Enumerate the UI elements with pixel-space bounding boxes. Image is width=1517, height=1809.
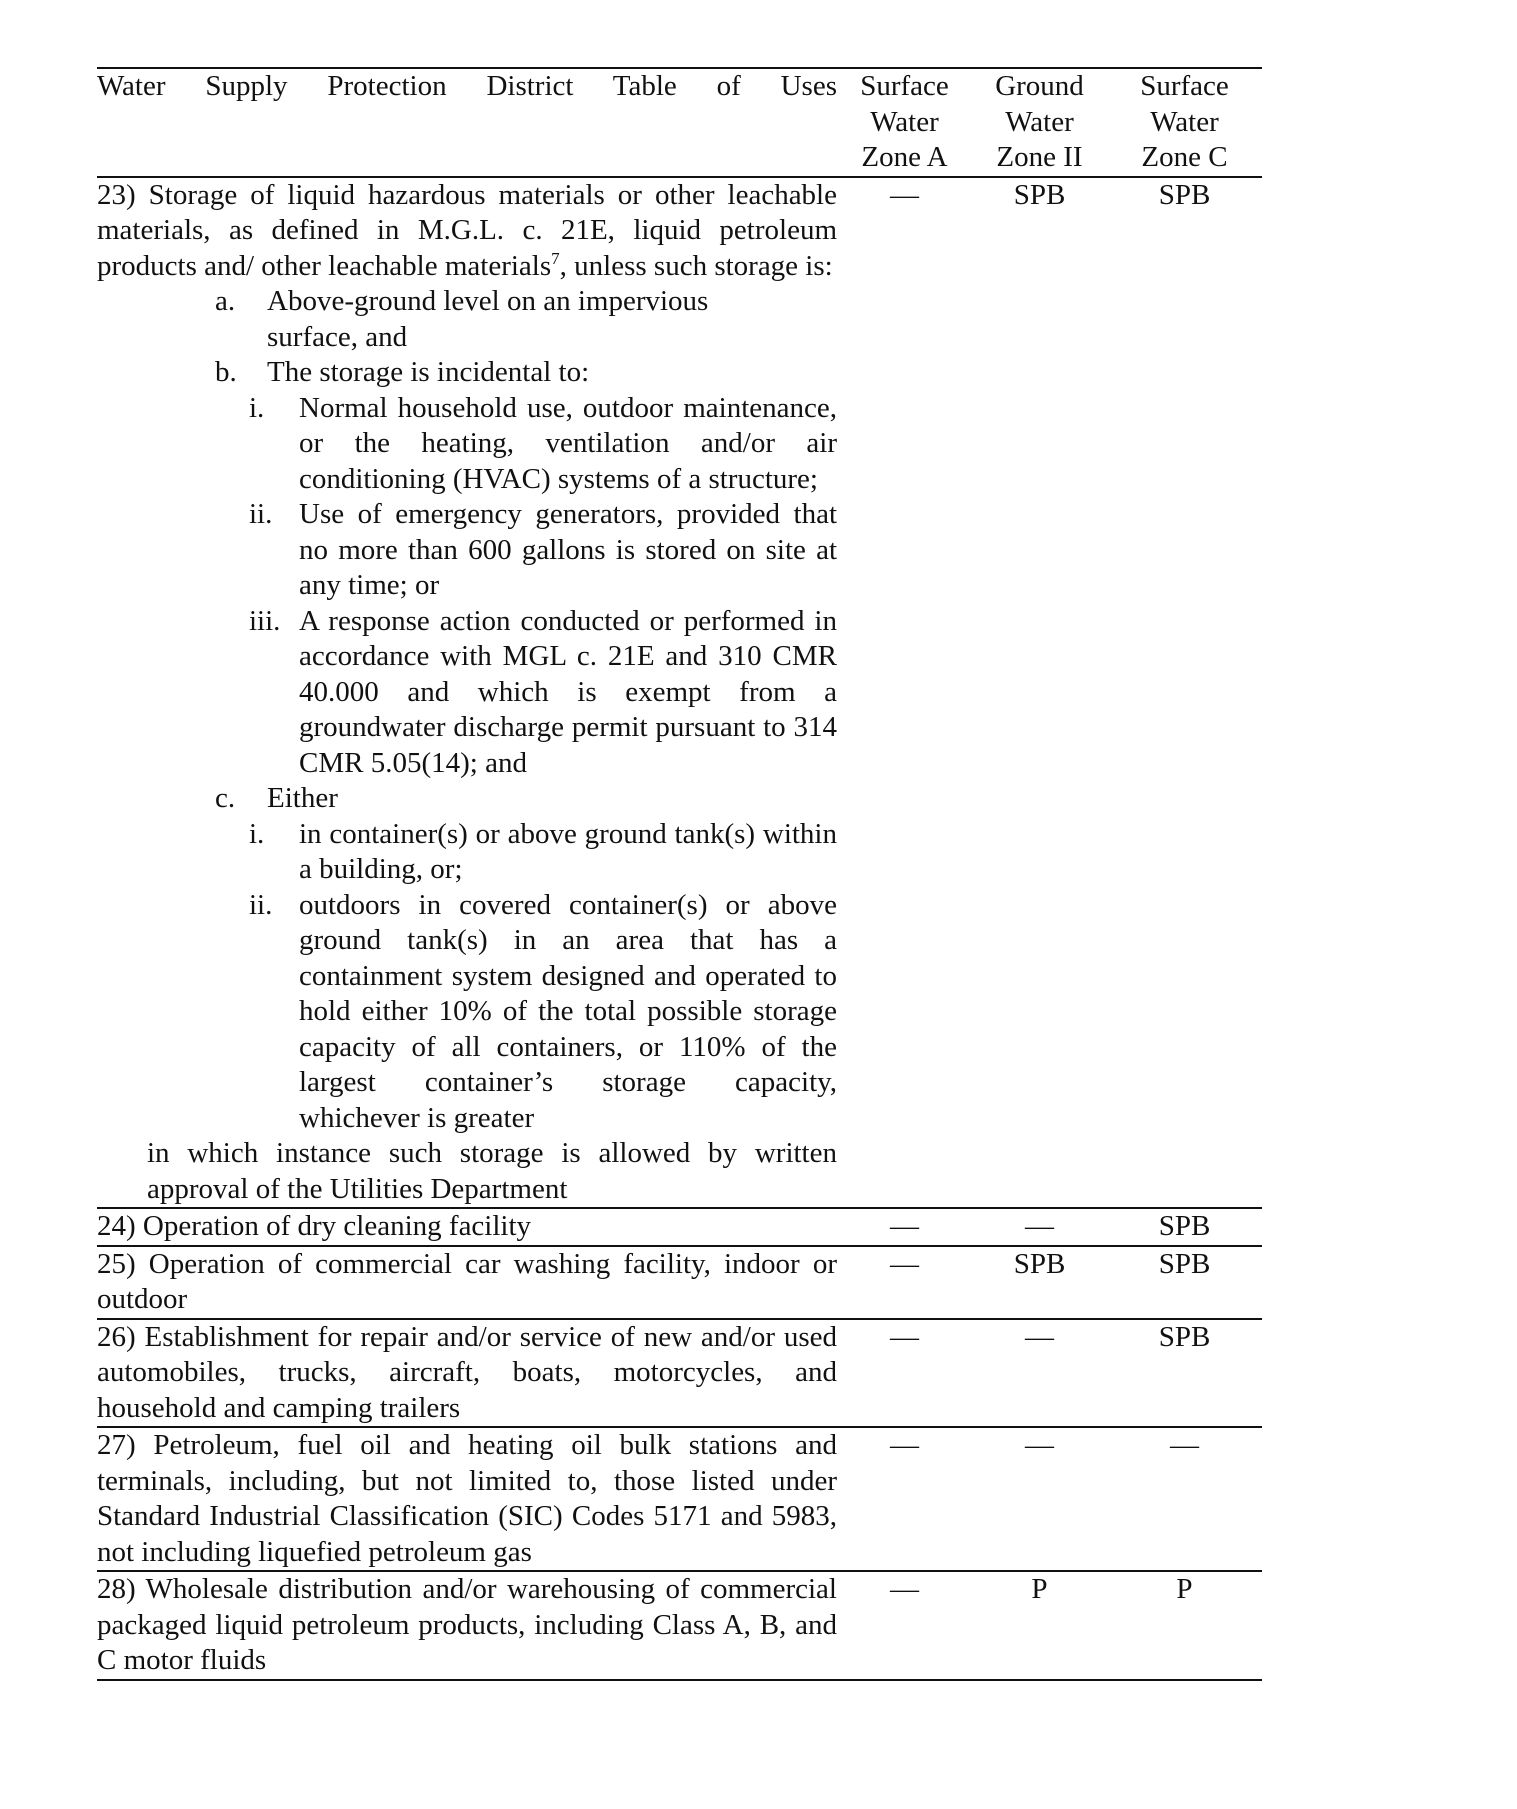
zone-ii-value: — [1025, 1320, 1054, 1353]
table-row [97, 1319, 1262, 1428]
list-item: a. Above-ground level on an impervious surface, and [215, 285, 709, 353]
table-row [97, 1208, 1262, 1246]
zone-a-value: — [890, 1320, 919, 1353]
column-surface-water-zone-c: Surface Water Zone C [1140, 70, 1229, 173]
use-description: 25) Operation of commercial car washing facility, indoor or outdoor [97, 1247, 837, 1315]
zone-c-value: P [1176, 1573, 1193, 1605]
sub-list-item: i. Normal household use, outdoor maintenance, or the heating, ventilation and/or air conditioning (HVAC) systems of a structure; [249, 391, 837, 495]
sub-list-item: ii. Use of emergency generators, provided that no more than 600 gallons is stored on site at any time; or [249, 498, 837, 601]
column-ground-water-zone-ii: Ground Water Zone II [995, 70, 1084, 173]
zone-a-value: — [890, 178, 919, 211]
use-description: 26) Establishment for repair and/or service of new and/or used automobiles, trucks, aircraft, boats, motorcycles, and household and camping trailers [97, 1320, 837, 1424]
zone-a-value: — [890, 1247, 919, 1280]
sub-list-item: iii. A response action conducted or performed in accordance with MGL c. 21E and 310 CMR 40.000 and which is exempt from a groundwater discharge permit pursuant to 314 CMR 5.05(14); and [249, 604, 837, 779]
table-title: Water Supply Protection District Table of Uses [97, 70, 837, 102]
table-header [97, 68, 1262, 177]
table-row [97, 1571, 1262, 1680]
zone-ii-value: P [1031, 1573, 1048, 1605]
zone-a-value: — [890, 1210, 919, 1242]
table-row [97, 1246, 1262, 1319]
use-description [97, 177, 837, 1209]
column-surface-water-zone-a: Surface Water Zone A [860, 70, 949, 173]
zone-ii-value: SPB [1013, 1247, 1066, 1280]
zone-c-value: SPB [1158, 1320, 1211, 1353]
use-description: 28) Wholesale distribution and/or warehousing of commercial packaged liquid petroleum products, including Class A, B, and C motor fluids [97, 1573, 837, 1676]
zone-a-value: — [890, 1573, 919, 1605]
zone-c-value: SPB [1158, 1247, 1211, 1280]
zone-ii-value: — [1025, 1210, 1054, 1242]
table-row [97, 1427, 1262, 1571]
table-row [97, 177, 1262, 1209]
list-item: b. The storage is incidental to: [215, 356, 590, 388]
zone-ii-value: — [1025, 1429, 1054, 1461]
sub-list-item: ii. outdoors in covered container(s) or above ground tank(s) in an area that has a containment system designed and operated to hold either 10% of the total possible storage capacity of all containers, or 110% of the largest container’s storage capacity, whichever is greater [249, 888, 837, 1134]
footnote-marker: 7 [551, 248, 560, 268]
uses-table [97, 67, 1262, 1681]
zone-ii-value: SPB [1013, 178, 1066, 211]
use-description: 27) Petroleum, fuel oil and heating oil bulk stations and terminals, including, but not limited to, those listed under Standard Industrial Classification (SIC) Codes 5171 and 5983, not including liquefied petroleum gas [97, 1429, 837, 1568]
zone-c-value: SPB [1158, 1210, 1211, 1242]
zone-a-value: — [890, 1429, 919, 1461]
row-23-intro: 23) Storage of liquid hazardous materials or other leachable materials, as defined in M.G.L. c. 21E, liquid petroleum products and/ other leachable materials$^7$, unless such storage is: [97, 178, 837, 282]
zone-c-value: SPB [1158, 178, 1211, 211]
use-description: 24) Operation of dry cleaning facility [97, 1210, 532, 1242]
row-23-closing: in which instance such storage is allowed by written approval of the Utilities Department [147, 1137, 837, 1205]
list-item: c. Either [215, 782, 338, 814]
zone-c-value: — [1170, 1429, 1199, 1461]
sub-list-item: i. in container(s) or above ground tank(s) within a building, or; [249, 817, 837, 885]
